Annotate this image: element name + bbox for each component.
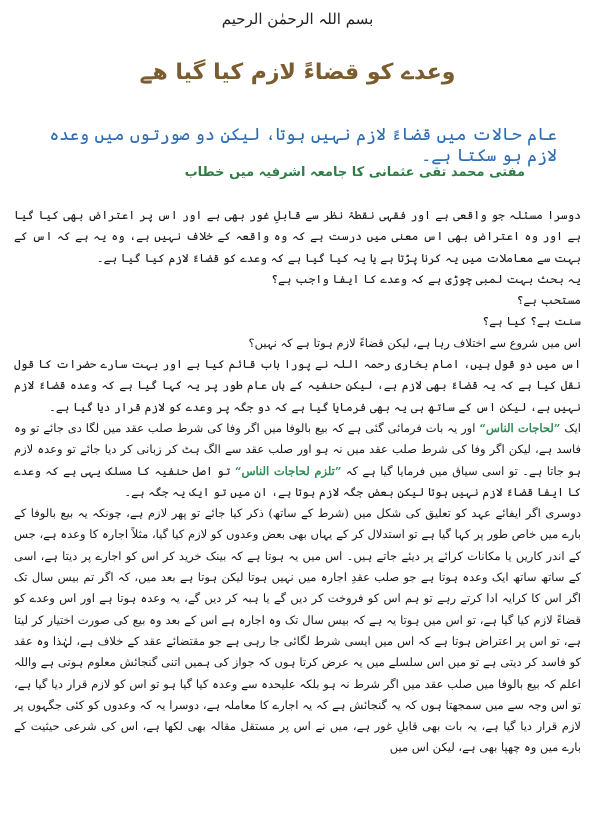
body-paragraph: سنت ہے؟ کیا ہے؟ (482, 314, 581, 329)
body-text: تو اصل حنفیہ کا مسلک یہی ہے کہ وعدے کا ایفا قضاءً لازم نہیں ہوتا لیکن بعض جگہ لازم ہوتا ہے، ان میں تو ایک یہ جگہ ہے۔ (14, 463, 581, 499)
article-body (14, 205, 581, 759)
article-subtitle: عام حالات میں قضاءً لازم نہیں ہوتا، لیکن دو صورتوں میں وعدہ لازم ہو سکتا ہے۔ (49, 125, 557, 166)
body-paragraph: یہ بحث بہت لمبی چوڑی ہے کہ وعدے کا ایفا واجب ہے؟ (271, 271, 581, 286)
article-title: وعدے کو قضاءً لازم کیا گیا ھے (139, 60, 456, 85)
bismillah-heading: بسم اللہ الرحمٰن الرحیم (221, 10, 374, 28)
body-text: ایک (564, 420, 582, 435)
body-paragraph: اس میں دو قول ہیں، امام بخاری رحمہ اللہ نے پورا باب قائم کیا ہے اور بہت سارے حضرات کا قول نقل کیا ہے کہ یہ قضاءً بھی لازم ہے، لیکن حنفیہ کے ہاں عام طور پر یہ کہا گیا ہے کہ وعدہ قضاءً لازم نہیں ہے، لیکن اس کے ساتھ ہی یہ بھی فرمایا گیا ہے کہ دو جگہ پر وعدے کو لازم قرار دیا گیا ہے۔ (14, 357, 581, 414)
body-text: اور یہ بات فرمائی گئی ہے کہ بیع بالوفا میں اگر وفا کی شرط صلب عقد میں لگا دی جائے تو وہ فاسد ہے، لیکن اگر وفا کی شرط صلب عقد میں نہ ہو اور صلب عقد سے الگ ہٹ کر زبانی کر دیا جائے تو وعدہ لازم ہو جاتا ہے۔ تو اسی سیاق میں فرمایا گیا ہے کہ (14, 420, 582, 478)
body-paragraph: دوسری اگر ایفائے عہد کو تعلیق کی شکل میں (شرط کے ساتھ) ذکر کیا جائے تو پھر لازم ہے، چونکہ یہ بیع بالوفا کے بارے میں خاص طور پر کہا گیا ہے تو استدلال کر کے یہاں بھی بعض وعدوں کو لازم کیا گیا، مثلاً اجارہ کا وعدہ ہے، جس کے اندر کاریں یا مکانات کرائے پر دیئے جاتے ہیں۔ اس میں یہ ہوتا ہے کہ بینک خرید کر اس کو اجارے پر دیتا ہے، اسی کے ساتھ ساتھ ایک وعدہ ہوتا ہے جو صلب عقدِ اجارہ میں نہیں ہوتا لیکن ہوتا ہے بعد میں، کہ اگر تم بیس سال تک اگر اس کا کرایہ ادا کرتے رہے تو ہم اس کو فروخت کر دیں گے یا ہبہ کر دیں گے، یہ وعدہ ہوتا ہے اور اس وعدے کو قضاءً لازم کیا گیا ہے، تو اس میں ہوتا یہ ہے کہ بیس سال تک وہ اجارہ ہے اس کے بعد وہ بیع کی صورت اختیار کر لیتا ہے، تو اس پر اعتراض ہوتا ہے کہ اس میں ایسی شرط لگائی جا رہی ہے جو مقتضائے عقد کے خلاف ہے، لہٰذا وہ عقد کو فاسد کر دیتی ہے تو میں اس سلسلے میں یہ عرض کرتا ہوں کہ جواز کی ہمیں اتنی گنجائش معلوم ہوتی ہے واللہ اعلم کہ بیع بالوفا میں صلب عقد میں اگر شرط نہ ہو بلکہ علیحدہ سے وعدہ کیا گیا ہو تو اس کو لازم قرار دیا گیا ہے، تو اس وجہ سے میں سمجھتا ہوں کہ یہ گنجائش ہے کہ یہ اجارے کا معاملہ ہے، دوسرا یہ کہ وعدوں کو کئی جگہوں پر لازم قرار دیا گیا ہے، یہ بات بھی قابلِ غور ہے، میں نے اس پر مستقل مقالہ بھی لکھا ہے، اس کی شرعی حیثیت کے بارے میں وہ چھپا بھی ہے، لیکن اس میں (14, 506, 581, 755)
highlighted-phrase: ”تلزم لحاجات الناس“ (234, 463, 342, 478)
highlighted-phrase: ”لحاجات الناس“ (479, 420, 561, 435)
body-paragraph (14, 418, 581, 503)
body-paragraph: مستحب ہے؟ (516, 293, 581, 308)
speaker-byline: مفتی محمد تقی عثمانی کا جامعہ اشرفیہ میں خطاب (184, 165, 525, 180)
body-paragraph: اس میں شروع سے اختلاف رہا ہے، لیکن قضاءً لازم ہوتا ہے کہ نہیں؟ (248, 335, 581, 350)
body-paragraph: دوسرا مسئلہ جو واقعی ہے اور فقہی نقطۂ نظر سے قابلِ غور بھی ہے اور اس پر اعتراض بھی کیا گیا ہے اور وہ اعتراض بھی اس معنی میں درست ہے کہ وہ واقعہ کے خلاف نہیں ہے، وہ یہ ہے کہ اس کے بہت سے معاملات میں یہ کرنا پڑتا ہے یا یہ کیا گیا ہے کہ وعدے کو قضاءً لازم کیا گیا ہے۔ (14, 208, 581, 265)
